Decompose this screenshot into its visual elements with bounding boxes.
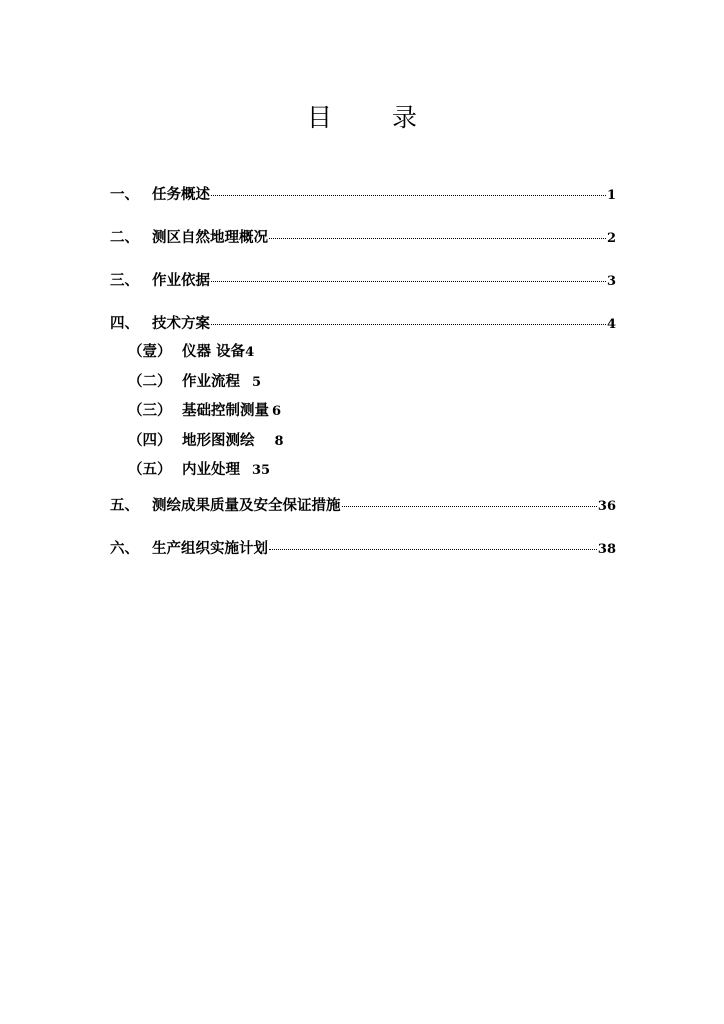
toc-subentry-4[interactable]	[110, 427, 616, 457]
toc-subsection-group	[110, 338, 616, 486]
toc-entry-number: 五、	[110, 497, 139, 514]
toc-entry-5[interactable]	[110, 491, 616, 534]
toc-entry-number: 二、	[110, 230, 139, 246]
toc-leader-dots	[269, 238, 606, 239]
toc-title: 目 录	[307, 103, 443, 132]
toc-subentry-3[interactable]	[110, 397, 616, 427]
toc-subentry-number: （壹）	[128, 344, 172, 360]
toc-entry-label: 任务概述	[152, 187, 210, 203]
toc-leader-dots	[211, 195, 606, 196]
toc-entry-3[interactable]	[110, 266, 616, 309]
toc-entry-page: 1	[606, 188, 616, 203]
toc-entry-label: 技术方案	[152, 316, 210, 332]
toc-entry-page: 4	[606, 317, 616, 332]
toc-entry-number: 四、	[110, 316, 139, 332]
toc-subentry-5[interactable]	[110, 456, 616, 486]
toc-subentry-page: 5	[252, 374, 262, 390]
toc-entry-label: 作业依据	[152, 273, 210, 289]
toc-entry-1[interactable]	[110, 180, 616, 223]
toc-subentry-2[interactable]	[110, 368, 616, 398]
toc-subentry-page: 6	[272, 404, 282, 419]
toc-subentry-page: 4	[245, 345, 255, 360]
toc-subentry-number: （五）	[128, 462, 172, 478]
toc-subentry-label: 地形图测绘	[182, 432, 255, 449]
toc-list	[110, 180, 616, 577]
toc-entry-number: 一、	[110, 187, 139, 203]
toc-subentry-label: 内业处理	[182, 462, 240, 478]
toc-entry-page: 2	[606, 231, 616, 246]
toc-leader-dots	[211, 281, 606, 282]
toc-subentry-number: （二）	[128, 373, 172, 390]
toc-subentry-1[interactable]	[110, 338, 616, 368]
toc-entry-page: 3	[606, 274, 616, 289]
toc-entry-number: 三、	[110, 273, 139, 289]
toc-subentry-label: 仪器 设备	[182, 344, 246, 360]
toc-entry-label: 测区自然地理概况	[152, 230, 268, 246]
toc-subentry-number: （三）	[128, 403, 172, 419]
toc-entry-6[interactable]	[110, 534, 616, 577]
toc-entry-page: 38	[597, 541, 616, 557]
toc-subentry-number: （四）	[128, 432, 172, 449]
toc-entry-label: 测绘成果质量及安全保证措施	[152, 497, 341, 514]
toc-subentry-label: 基础控制测量	[182, 403, 269, 419]
toc-entry-label: 生产组织实施计划	[152, 540, 268, 557]
toc-entry-page: 36	[597, 498, 616, 514]
toc-entry-number: 六、	[110, 540, 139, 557]
toc-entry-2[interactable]	[110, 223, 616, 266]
toc-subentry-page: 35	[252, 463, 271, 478]
toc-leader-dots	[211, 324, 606, 325]
toc-subentry-label: 作业流程	[182, 373, 240, 390]
toc-subentry-page: 8	[274, 433, 284, 449]
toc-leader-dots	[342, 506, 597, 507]
toc-leader-dots	[269, 549, 597, 550]
